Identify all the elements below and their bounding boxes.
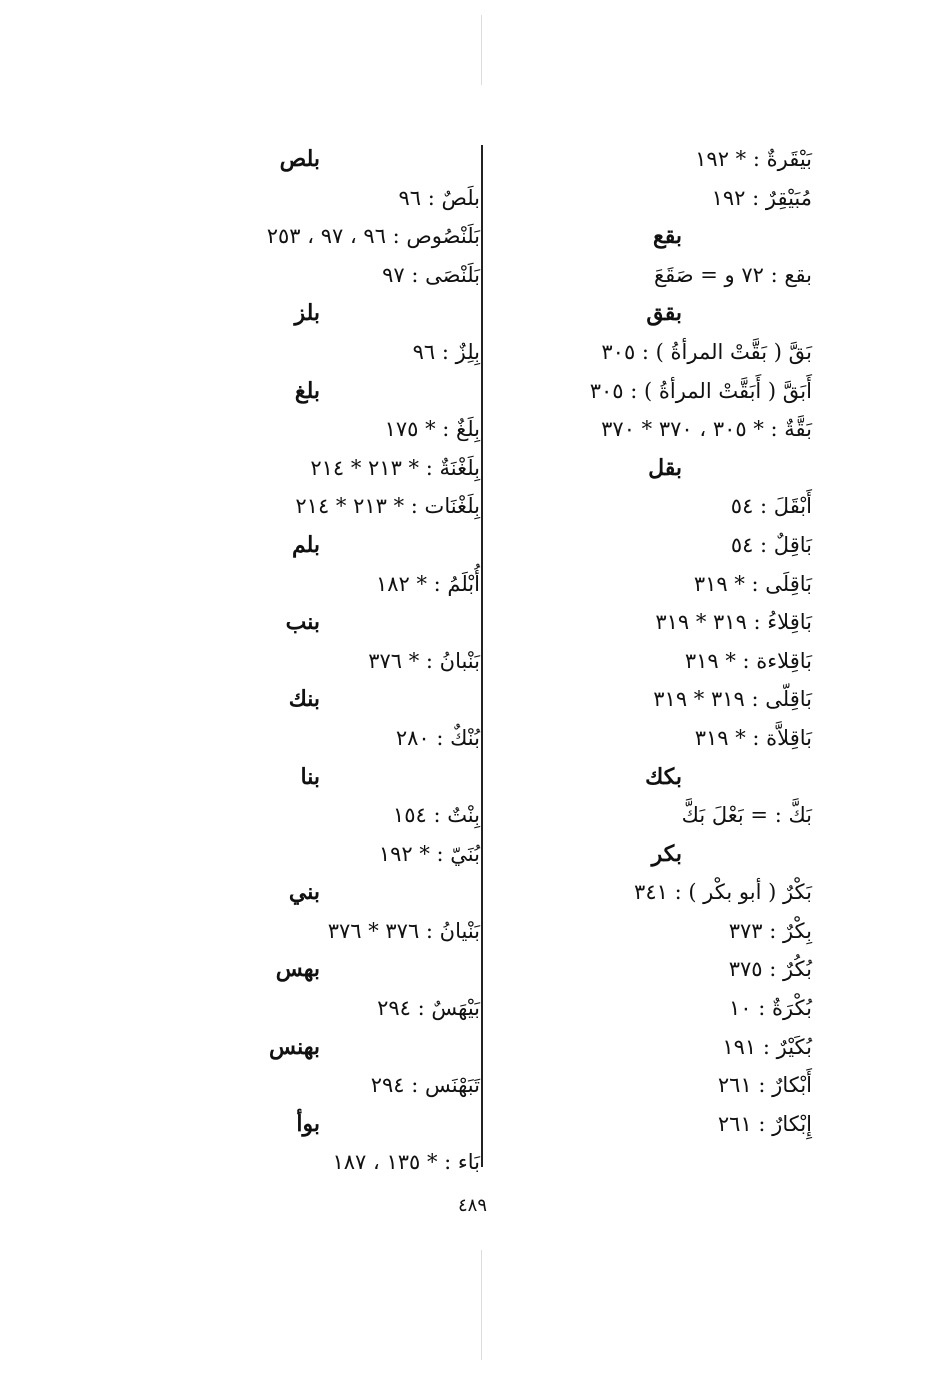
root-heading: بلز — [294, 300, 320, 327]
index-entry: بَكْرٌ ( أبو بكْر ) : ٣٤١ — [634, 880, 812, 905]
root-heading: بنب — [285, 609, 320, 636]
faint-bottom-rule — [481, 1250, 482, 1360]
index-entry: بَكَّ : = بَعْلَ بَكَّ — [681, 803, 812, 828]
right-column — [490, 140, 812, 1143]
root-heading: بنك — [288, 686, 320, 713]
root-heading: بهس — [275, 956, 320, 983]
index-entry: بِكْرٌ : ٣٧٣ — [728, 918, 812, 943]
index-entry: بَاقِلاَّة : * ٣١٩ — [694, 725, 812, 750]
index-entry: إِبْكارٌ : ٢٦١ — [717, 1111, 812, 1136]
faint-top-rule — [481, 15, 482, 85]
index-entry: بَاقِلاءة : * ٣١٩ — [684, 648, 812, 673]
left-column — [140, 140, 480, 1182]
index-entry: بَنْيانُ : ٣٧٦ * ٣٧٦ — [327, 918, 480, 943]
index-entry: تَبَهْنَس : ٢٩٤ — [370, 1073, 480, 1098]
index-entry: بلَصٌ : ٩٦ — [398, 185, 480, 210]
index-entry: أُبْلَمُ : * ١٨٢ — [375, 571, 480, 596]
root-heading: بلص — [279, 146, 320, 172]
index-entry: بِلَغْنَات : * ٢١٣ * ٢١٤ — [295, 494, 480, 519]
column-divider — [481, 145, 483, 1167]
root-heading: بكك — [645, 763, 682, 790]
index-entry: بَلَنْصَى : ٩٧ — [382, 262, 480, 287]
root-heading: بنا — [300, 763, 320, 790]
root-heading: بكر — [651, 840, 682, 867]
index-entry: بِلَغٌ : * ١٧٥ — [384, 417, 480, 442]
index-entry: بَيْهَسٌ : ٢٩٤ — [377, 996, 480, 1021]
index-entry: بُنْكٌ : ٢٨٠ — [395, 725, 480, 750]
index-entry: بَاقِلّى : ٣١٩ * ٣١٩ — [653, 687, 812, 712]
index-entry: بِلَغْنَةٌ : * ٢١٣ * ٢١٤ — [310, 455, 480, 480]
index-entry: مُبَيْقِرٌ : ١٩٢ — [711, 185, 812, 210]
index-entry: بُكْرَةٌ : ١٠ — [728, 996, 812, 1021]
root-heading: بوأ — [296, 1110, 320, 1137]
index-entry: بَلَنْصُوص : ٩٦ ، ٩٧ ، ٢٥٣ — [266, 224, 480, 249]
index-entry: بَاقِلَى : * ٣١٩ — [693, 571, 812, 596]
root-heading: بقق — [646, 300, 682, 327]
root-heading: بقع — [653, 223, 682, 250]
root-heading: بلغ — [294, 377, 320, 404]
index-entry: بَاقِلٌ : ٥٤ — [730, 532, 812, 557]
root-heading: بني — [288, 879, 320, 906]
root-heading: بهنس — [269, 1033, 320, 1060]
page-number: ٤٨٩ — [457, 1195, 487, 1216]
index-entry: بُنَيّ : * ١٩٢ — [378, 841, 480, 866]
index-entry: بَاقِلاءُ : ٣١٩ * ٣١٩ — [655, 610, 812, 635]
index-entry: أَبْكارٌ : ٢٦١ — [717, 1073, 812, 1098]
index-entry: بقع : ٧٢ و = صَقَعَ — [653, 262, 812, 287]
index-entry: بِلِزٌ : ٩٦ — [412, 339, 480, 364]
root-heading: بقل — [648, 454, 682, 481]
index-entry: أَبْقَلَ : ٥٤ — [730, 494, 812, 519]
index-entry: بِنْتٌ : ١٥٤ — [392, 803, 480, 828]
index-entry: بَنْبانُ : * ٣٧٦ — [368, 648, 480, 673]
root-heading: بلم — [291, 531, 320, 558]
index-entry: أَبَقَّ ( أَبَقَّتْ المرأةُ ) : ٣٠٥ — [589, 378, 812, 403]
index-entry: بَاء : * ١٣٥ ، ١٨٧ — [332, 1150, 480, 1175]
index-entry: بُكَيْرٌ : ١٩١ — [722, 1034, 812, 1059]
index-entry: بَقَّ ( بَقَّتْ المرأةُ ) : ٣٠٥ — [601, 339, 812, 364]
index-entry: بُكُرٌ : ٣٧٥ — [728, 957, 812, 982]
index-entry: بَقَّةٌ : * ٣٠٥ ، ٣٧٠ * ٣٧٠ — [601, 417, 812, 442]
index-entry: بَيْقَرةٌ : * ١٩٢ — [695, 147, 812, 171]
